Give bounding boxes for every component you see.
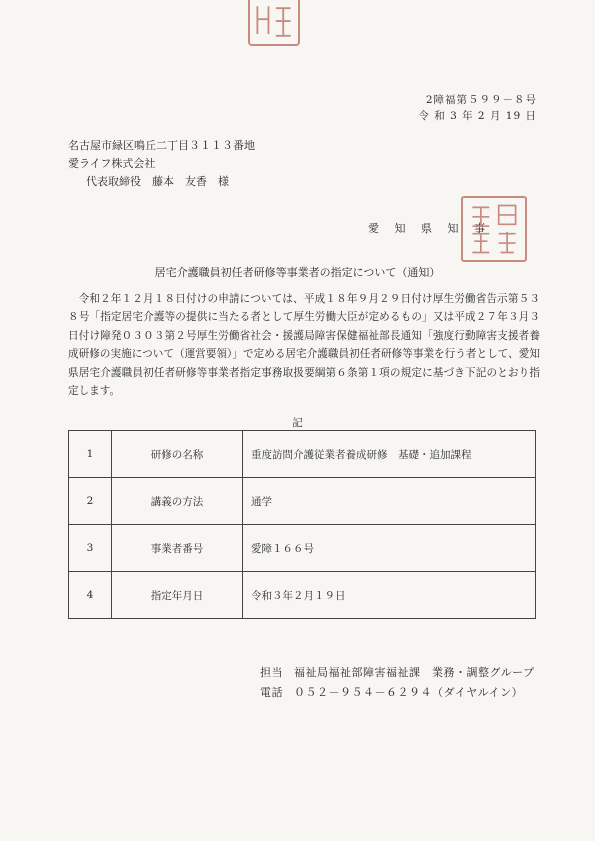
contact-phone-label: 電話 — [260, 686, 283, 699]
ki-heading: 記 — [292, 417, 303, 429]
row-value: 愛障１６６号 — [243, 525, 536, 572]
contact-phone-value: ０５２－９５４－６２９４（ダイヤルイン） — [294, 686, 524, 699]
document-number: 2障福第５９９－８号 — [425, 94, 537, 106]
row-label: 指定年月日 — [112, 572, 243, 619]
stamp-icon — [250, 0, 298, 44]
document-body: 令和２年１２月１８日付けの申請については、平成１８年９月２９日付け厚生労働省告示第５３８号「指定居宅介護等の提供に当たる者として厚生労働大臣が定めるもの」又は平成２７年３月３日付け障発０３０３第２号厚生労働省社会・援護局障害保健福祉部長通知「強度行動障害支援者養成研修の実施について（運営要領）」で定める居宅介護職員初任者研修等事業を行う者として、愛知県居宅介護職員初任者研修等事業者指定事務取扱要綱第６条第１項の規定に基づき下記のとおり指定します。 — [68, 293, 540, 398]
contact-phone — [260, 683, 535, 703]
row-number: 1 — [69, 431, 112, 478]
table-row — [69, 478, 536, 525]
contact-person — [260, 663, 535, 683]
governor-official-seal — [461, 196, 527, 262]
row-number: 3 — [69, 525, 112, 572]
reception-stamp-seal — [248, 0, 300, 46]
contact-person-label: 担当 — [260, 666, 283, 679]
recipient-block — [68, 137, 255, 191]
recipient-representative: 代表取締役 藤本 友香 様 — [86, 175, 229, 188]
row-value: 通学 — [243, 478, 536, 525]
document-header — [418, 92, 537, 124]
sender-name: 愛 知 県 知 事 — [368, 222, 491, 235]
contact-person-value: 福祉局福祉部障害福祉課 業務・調整グループ — [294, 666, 535, 679]
row-value: 令和３年２月１９日 — [243, 572, 536, 619]
table-row — [69, 431, 536, 478]
row-label: 研修の名称 — [112, 431, 243, 478]
row-number: 4 — [69, 572, 112, 619]
table-row — [69, 525, 536, 572]
table-row — [69, 572, 536, 619]
document-subject: 居宅介護職員初任者研修等事業者の指定について（通知） — [154, 266, 441, 279]
document-date: 令 和 3 年 2 月 19 日 — [418, 110, 537, 122]
row-label: 事業者番号 — [112, 525, 243, 572]
designation-table-body — [69, 431, 536, 619]
row-number: 2 — [69, 478, 112, 525]
official-seal-icon — [463, 198, 525, 260]
recipient-address: 名古屋市緑区鳴丘二丁目３１１３番地 — [68, 139, 255, 152]
contact-block — [260, 663, 535, 703]
recipient-company: 愛ライフ株式会社 — [68, 157, 156, 170]
row-label: 講義の方法 — [112, 478, 243, 525]
row-value: 重度訪問介護従業者養成研修 基礎・追加課程 — [243, 431, 536, 478]
designation-table — [68, 430, 536, 619]
